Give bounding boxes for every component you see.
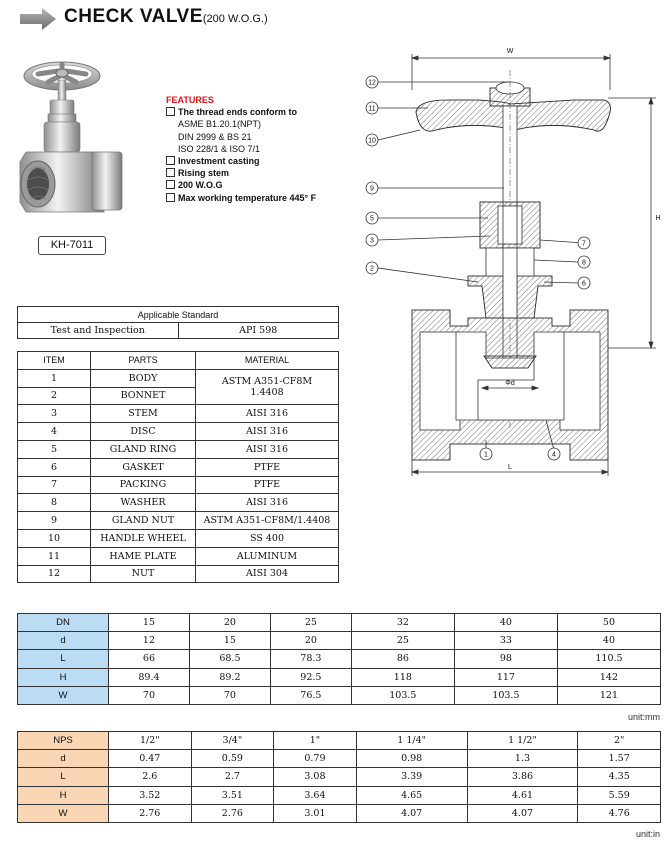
table-row (18, 650, 661, 668)
parts-material-cell: AISI 304 (196, 565, 339, 583)
parts-item-cell: 3 (18, 405, 91, 423)
dimension-value-cell: 4.76 (578, 804, 661, 822)
dimension-value-cell: 142 (557, 668, 660, 686)
parts-name-cell: STEM (91, 405, 196, 423)
arrow-right-icon (20, 8, 56, 30)
dimension-value-cell: 89.2 (189, 668, 270, 686)
parts-header-parts: PARTS (91, 352, 196, 370)
dimension-value-cell: 1.3 (467, 750, 578, 768)
table-row (18, 512, 339, 530)
checkbox-icon (166, 168, 175, 177)
table-row (18, 529, 339, 547)
parts-item-cell: 7 (18, 476, 91, 494)
callout-number: 12 (368, 79, 376, 87)
table-row (18, 423, 339, 441)
dimension-value-cell: 0.59 (191, 750, 274, 768)
feature-detail: ASME B1.20.1(NPT) (178, 119, 262, 130)
dim-h-label: H (655, 215, 661, 222)
dimension-value-cell: 2.6 (109, 768, 192, 786)
parts-material-cell: AISI 316 (196, 405, 339, 423)
dimension-label-cell: d (18, 632, 109, 650)
dimension-value-cell: 4.65 (356, 786, 467, 804)
dimension-value-cell: 0.79 (274, 750, 357, 768)
dimension-value-cell: 3.08 (274, 768, 357, 786)
technical-drawing (358, 40, 666, 480)
dimension-value-cell: 98 (454, 650, 557, 668)
callout-number: 5 (370, 215, 374, 223)
material-line: ASTM A351-CF8M (221, 376, 313, 388)
dimension-value-cell: 2.76 (109, 804, 192, 822)
parts-material-cell (196, 369, 339, 405)
dimension-value-cell: 76.5 (270, 686, 351, 704)
callout-number: 10 (368, 137, 376, 145)
features-list (166, 94, 316, 204)
dimension-value-cell: 5.59 (578, 786, 661, 804)
dimensions-inch-table (17, 731, 661, 823)
dimension-value-cell: 4.07 (356, 804, 467, 822)
feature-item: The thread ends conform to (166, 106, 316, 118)
parts-name-cell: HAME PLATE (91, 547, 196, 565)
parts-name-cell: GASKET (91, 458, 196, 476)
parts-material-cell: AISI 316 (196, 423, 339, 441)
parts-name-cell: GLAND NUT (91, 512, 196, 530)
feature-detail: ISO 228/1 & ISO 7/1 (178, 143, 261, 154)
callout-number: 3 (370, 237, 374, 245)
dimension-value-cell: 110.5 (557, 650, 660, 668)
dimension-value-cell: 3.51 (191, 786, 274, 804)
feature-item: Max working temperature 445° F (166, 192, 316, 204)
table-row (18, 494, 339, 512)
callout-number: 6 (582, 280, 586, 288)
parts-item-cell: 12 (18, 565, 91, 583)
dimension-value-cell: 1" (274, 732, 357, 750)
dimension-value-cell: 0.98 (356, 750, 467, 768)
dimension-label-cell: W (18, 804, 109, 822)
table-row (18, 786, 661, 804)
parts-material-cell: PTFE (196, 458, 339, 476)
table-row (18, 686, 661, 704)
dimension-label-cell: H (18, 786, 109, 804)
parts-table (17, 351, 339, 583)
feature-item: Investment casting (166, 155, 316, 167)
checkbox-icon (166, 156, 175, 165)
callout-number: 8 (582, 259, 586, 267)
parts-header-material: MATERIAL (196, 352, 339, 370)
dimension-label-cell: W (18, 686, 109, 704)
title-subtitle: (200 W.O.G.) (202, 13, 268, 25)
parts-item-cell: 2 (18, 387, 91, 405)
dimension-value-cell: 4.07 (467, 804, 578, 822)
dimension-value-cell: 3.52 (109, 786, 192, 804)
parts-name-cell: BODY (91, 369, 196, 387)
dimension-value-cell: 15 (189, 632, 270, 650)
table-row (18, 440, 339, 458)
valve-photo (18, 52, 128, 232)
dimension-value-cell: 3.01 (274, 804, 357, 822)
feature-item: 200 W.O.G (166, 179, 316, 191)
parts-material-cell: SS 400 (196, 529, 339, 547)
parts-item-cell: 4 (18, 423, 91, 441)
parts-item-cell: 11 (18, 547, 91, 565)
parts-material-cell: PTFE (196, 476, 339, 494)
dimension-value-cell: 86 (351, 650, 454, 668)
dim-l-label: L (508, 464, 512, 471)
standard-value: API 598 (178, 323, 339, 339)
parts-item-cell: 9 (18, 512, 91, 530)
parts-name-cell: DISC (91, 423, 196, 441)
dimension-label-cell: L (18, 768, 109, 786)
table-row (18, 668, 661, 686)
dim-w-label: W (506, 48, 514, 55)
table-row (18, 565, 339, 583)
dimension-value-cell: 1 1/2" (467, 732, 578, 750)
parts-name-cell: NUT (91, 565, 196, 583)
dimension-label-cell: DN (18, 614, 109, 632)
parts-header-item: ITEM (18, 352, 91, 370)
dimension-value-cell: 2" (578, 732, 661, 750)
unit-inch-label: unit:in (635, 829, 660, 839)
table-row (18, 750, 661, 768)
dimension-value-cell: 25 (270, 614, 351, 632)
dimension-value-cell: 92.5 (270, 668, 351, 686)
parts-item-cell: 8 (18, 494, 91, 512)
dim-d-label: Φd (505, 380, 515, 387)
dimension-value-cell: 1/2" (109, 732, 192, 750)
unit-mm-label: unit:mm (627, 712, 660, 722)
dimension-value-cell: 4.61 (467, 786, 578, 804)
standard-table (17, 306, 339, 339)
feature-item: Rising stem (166, 167, 316, 179)
parts-item-cell: 6 (18, 458, 91, 476)
dimension-value-cell: 15 (109, 614, 190, 632)
table-row (18, 732, 661, 750)
dimension-value-cell: 20 (189, 614, 270, 632)
title-text: CHECK VALVE (64, 6, 203, 27)
callout-number: 2 (370, 265, 374, 273)
dimension-value-cell: 12 (109, 632, 190, 650)
callout-number: 7 (582, 240, 586, 248)
table-row (18, 476, 339, 494)
dimension-value-cell: 0.47 (109, 750, 192, 768)
dimension-label-cell: d (18, 750, 109, 768)
parts-name-cell: BONNET (91, 387, 196, 405)
table-row (18, 369, 339, 387)
dimension-value-cell: 103.5 (454, 686, 557, 704)
features-heading: FEATURES (166, 95, 214, 105)
table-row (18, 768, 661, 786)
dimension-value-cell: 2.7 (191, 768, 274, 786)
standard-label: Test and Inspection (18, 323, 179, 339)
dimension-value-cell: 1 1/4" (356, 732, 467, 750)
page-title (64, 6, 268, 28)
dimension-value-cell: 117 (454, 668, 557, 686)
dimension-value-cell: 78.3 (270, 650, 351, 668)
parts-name-cell: GLAND RING (91, 440, 196, 458)
parts-name-cell: HANDLE WHEEL (91, 529, 196, 547)
dimension-value-cell: 33 (454, 632, 557, 650)
dimensions-mm-table (17, 613, 661, 705)
standard-title: Applicable Standard (18, 307, 339, 323)
parts-name-cell: PACKING (91, 476, 196, 494)
dimension-value-cell: 3.86 (467, 768, 578, 786)
parts-material-cell: ASTM A351-CF8M/1.4408 (196, 512, 339, 530)
dimension-label-cell: H (18, 668, 109, 686)
callout-number: 9 (370, 185, 374, 193)
dimension-value-cell: 70 (189, 686, 270, 704)
checkbox-icon (166, 180, 175, 189)
dimension-value-cell: 3.64 (274, 786, 357, 804)
dimension-value-cell: 1.57 (578, 750, 661, 768)
dimension-value-cell: 121 (557, 686, 660, 704)
feature-detail: DIN 2999 & BS 21 (178, 131, 252, 142)
dimension-label-cell: NPS (18, 732, 109, 750)
parts-material-cell: ALUMINUM (196, 547, 339, 565)
dimension-value-cell: 70 (109, 686, 190, 704)
table-row (18, 458, 339, 476)
callout-number: 4 (552, 451, 556, 459)
dimension-value-cell: 32 (351, 614, 454, 632)
dimension-value-cell: 68.5 (189, 650, 270, 668)
dimension-label-cell: L (18, 650, 109, 668)
parts-item-cell: 10 (18, 529, 91, 547)
parts-material-cell: AISI 316 (196, 440, 339, 458)
parts-material-cell: AISI 316 (196, 494, 339, 512)
parts-item-cell: 1 (18, 369, 91, 387)
dimension-value-cell: 4.35 (578, 768, 661, 786)
dimension-value-cell: 3/4" (191, 732, 274, 750)
dimension-value-cell: 25 (351, 632, 454, 650)
parts-item-cell: 5 (18, 440, 91, 458)
dimension-value-cell: 3.39 (356, 768, 467, 786)
table-row (18, 614, 661, 632)
dimension-value-cell: 118 (351, 668, 454, 686)
checkbox-icon (166, 193, 175, 202)
dimension-value-cell: 40 (557, 632, 660, 650)
callout-number: 11 (368, 105, 376, 113)
dimension-value-cell: 89.4 (109, 668, 190, 686)
material-line: 1.4408 (250, 387, 284, 399)
dimension-value-cell: 66 (109, 650, 190, 668)
callout-number: 1 (484, 451, 488, 459)
model-badge: KH-7011 (38, 236, 106, 255)
dimension-value-cell: 50 (557, 614, 660, 632)
checkbox-icon (166, 107, 175, 116)
table-row (18, 804, 661, 822)
dimension-value-cell: 40 (454, 614, 557, 632)
dimension-value-cell: 20 (270, 632, 351, 650)
parts-name-cell: WASHER (91, 494, 196, 512)
table-row (18, 632, 661, 650)
table-row (18, 547, 339, 565)
dimension-value-cell: 103.5 (351, 686, 454, 704)
table-row (18, 405, 339, 423)
dimension-value-cell: 2.76 (191, 804, 274, 822)
